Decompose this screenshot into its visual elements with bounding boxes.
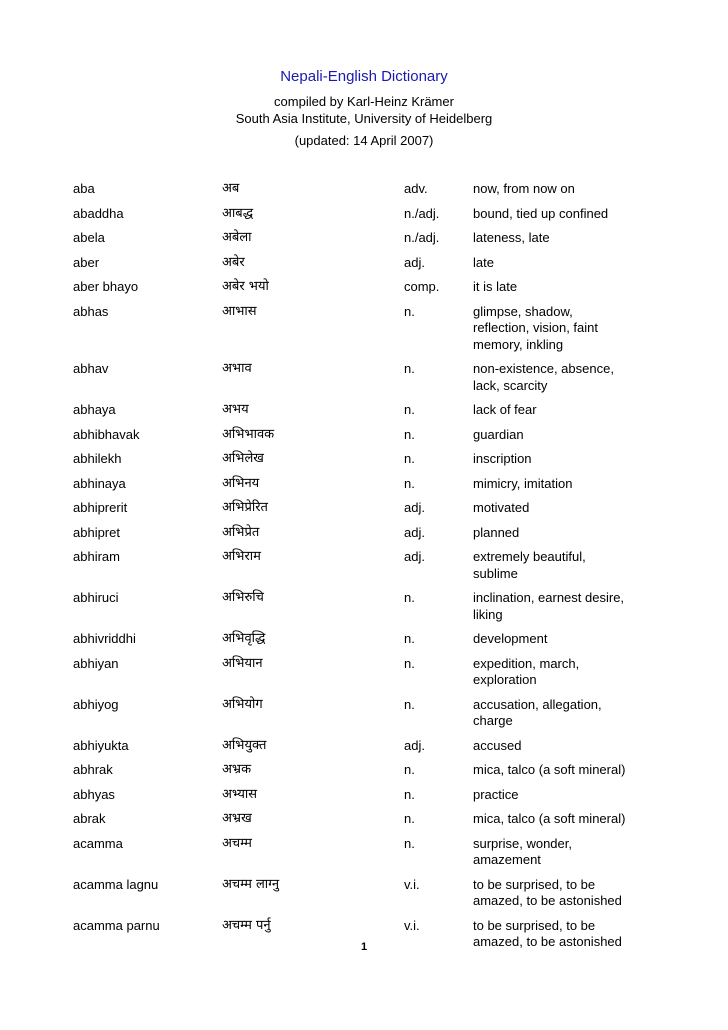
entry-meaning: glimpse, shadow, reflection, vision, faint memory, inkling xyxy=(473,303,599,352)
entry-part-of-speech: n. xyxy=(404,762,415,777)
entry-transliteration: abhivriddhi xyxy=(73,631,136,646)
entry-transliteration: aba xyxy=(73,181,95,196)
entry-meaning: to be surprised, to be amazed, to be astonished xyxy=(473,917,622,949)
entry-devanagari: अभियुक्त xyxy=(222,737,267,753)
entry-meaning: extremely beautiful, sublime xyxy=(473,549,586,581)
entry-meaning: bound, tied up confined xyxy=(473,205,609,221)
document-title: Nepali-English Dictionary xyxy=(280,68,448,85)
entry-part-of-speech: n. xyxy=(404,835,415,851)
entry-meaning: mica, talco (a soft mineral) xyxy=(473,811,626,826)
entry-transliteration: abhrak xyxy=(73,762,113,777)
entry-devanagari: अभ्यास xyxy=(222,786,258,802)
entry-part-of-speech: adj. xyxy=(404,549,425,564)
entry-transliteration: abhinaya xyxy=(73,475,126,491)
entry-transliteration: abhiprerit xyxy=(73,500,128,515)
entry-transliteration: abhyas xyxy=(73,786,115,802)
entry-meaning: inclination, earnest desire, liking xyxy=(473,590,625,622)
entry-meaning: motivated xyxy=(473,500,530,515)
entry-part-of-speech: n. xyxy=(404,786,415,802)
entry-meaning: inscription xyxy=(473,451,532,466)
entry-meaning: guardian xyxy=(473,426,524,442)
entry-part-of-speech: adj. xyxy=(404,254,425,270)
entry-part-of-speech: comp. xyxy=(404,279,440,294)
entry-meaning: late xyxy=(473,254,494,270)
entry-part-of-speech: n. xyxy=(404,590,415,605)
entry-transliteration: abaddha xyxy=(73,205,124,221)
entry-part-of-speech: n. xyxy=(404,426,415,442)
entry-meaning: planned xyxy=(473,524,520,540)
entry-transliteration: abhiruci xyxy=(73,590,119,605)
entry-part-of-speech: n./adj. xyxy=(404,230,440,245)
entry-part-of-speech: n. xyxy=(404,475,415,491)
entry-transliteration: acamma lagnu xyxy=(73,876,159,892)
entry-part-of-speech: n. xyxy=(404,631,415,646)
entry-transliteration: abhilekh xyxy=(73,451,122,466)
entry-meaning: lack of fear xyxy=(473,402,537,417)
entry-transliteration: abhaya xyxy=(73,402,116,417)
entry-meaning: accused xyxy=(473,737,522,753)
entry-meaning: it is late xyxy=(473,279,518,294)
entry-devanagari: अभय xyxy=(222,402,249,417)
entry-transliteration: acamma xyxy=(73,835,123,851)
entry-meaning: lateness, late xyxy=(473,230,550,245)
entry-transliteration: aber bhayo xyxy=(73,279,139,294)
entry-devanagari: अभ्रख xyxy=(222,811,252,826)
entry-part-of-speech: v.i. xyxy=(404,917,420,933)
entry-part-of-speech: n. xyxy=(404,402,415,417)
entry-meaning: expedition, march, exploration xyxy=(473,655,580,687)
entry-transliteration: abhiyan xyxy=(73,655,119,671)
document-header xyxy=(0,68,728,148)
entry-part-of-speech: n. xyxy=(404,696,415,712)
entry-transliteration: abela xyxy=(73,230,105,245)
entry-devanagari: अभियोग xyxy=(222,696,263,712)
entry-devanagari: आबद्ध xyxy=(222,205,254,221)
entry-devanagari: अबेर भयो xyxy=(222,279,269,294)
entry-meaning: development xyxy=(473,631,548,646)
entry-part-of-speech: adj. xyxy=(404,500,425,515)
entry-meaning: to be surprised, to be amazed, to be astonished xyxy=(473,876,622,908)
entry-devanagari: अभिनय xyxy=(222,475,260,491)
entry-part-of-speech: n. xyxy=(404,361,415,376)
entry-part-of-speech: n. xyxy=(404,655,415,671)
entry-meaning: now, from now on xyxy=(473,181,575,196)
entry-devanagari: अभिलेख xyxy=(222,451,264,466)
entry-meaning: mica, talco (a soft mineral) xyxy=(473,762,626,777)
entry-devanagari: अचम्म लाग्नु xyxy=(222,876,280,892)
entry-meaning: accusation, allegation, charge xyxy=(473,696,602,728)
page-number: 1 xyxy=(360,941,368,953)
entry-devanagari: अभिरुचि xyxy=(222,590,264,605)
entry-part-of-speech: n. xyxy=(404,451,415,466)
entry-devanagari: अभिप्रेरित xyxy=(222,500,268,515)
entry-devanagari: आभास xyxy=(222,303,257,319)
entry-transliteration: abhipret xyxy=(73,524,120,540)
entry-devanagari: अभ्रक xyxy=(222,762,252,777)
entry-transliteration: abrak xyxy=(73,811,106,826)
entry-meaning: practice xyxy=(473,786,519,802)
entry-part-of-speech: v.i. xyxy=(404,876,420,892)
entry-part-of-speech: n./adj. xyxy=(404,205,440,221)
entry-transliteration: abhas xyxy=(73,303,109,319)
entry-part-of-speech: adj. xyxy=(404,737,425,753)
entry-devanagari: अभिप्रेत xyxy=(222,524,260,540)
entry-devanagari: अब xyxy=(222,181,240,196)
entry-transliteration: aber xyxy=(73,254,100,270)
entry-transliteration: acamma parnu xyxy=(73,917,160,933)
entry-part-of-speech: adj. xyxy=(404,524,425,540)
entry-meaning: mimicry, imitation xyxy=(473,475,573,491)
updated-date: (updated: 14 April 2007) xyxy=(294,133,434,148)
entry-devanagari: अबेर xyxy=(222,254,245,270)
entry-devanagari: अचम्म पर्नु xyxy=(222,917,271,933)
entry-transliteration: abhibhavak xyxy=(73,426,140,442)
entry-transliteration: abhav xyxy=(73,361,109,376)
entry-part-of-speech: adv. xyxy=(404,181,428,196)
entry-part-of-speech: n. xyxy=(404,811,415,826)
entry-devanagari: अभाव xyxy=(222,361,252,376)
entry-devanagari: अभिभावक xyxy=(222,426,275,442)
entry-meaning: surprise, wonder, amazement xyxy=(473,835,572,867)
compiled-by: compiled by Karl-Heinz Krämer xyxy=(274,94,454,109)
entry-devanagari: अबेला xyxy=(222,230,252,245)
entry-devanagari: अभिवृद्धि xyxy=(222,631,266,646)
entry-devanagari: अभिराम xyxy=(222,549,261,564)
entry-devanagari: अचम्म xyxy=(222,835,252,851)
institute: South Asia Institute, University of Heidelberg xyxy=(235,111,493,126)
entry-part-of-speech: n. xyxy=(404,303,415,319)
entry-transliteration: abhiyog xyxy=(73,696,119,712)
entry-transliteration: abhiram xyxy=(73,549,120,564)
entry-transliteration: abhiyukta xyxy=(73,737,129,753)
entry-devanagari: अभियान xyxy=(222,655,263,671)
entry-meaning: non-existence, absence, lack, scarcity xyxy=(473,361,614,393)
